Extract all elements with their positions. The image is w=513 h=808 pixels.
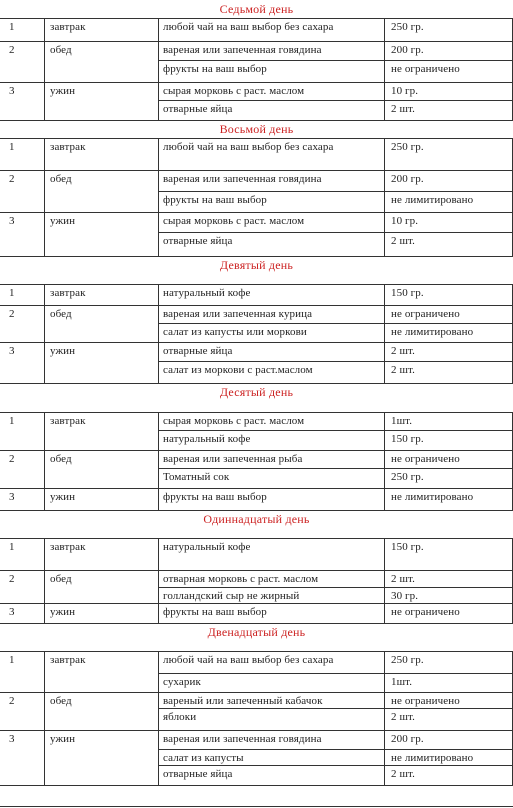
- meal-name: завтрак: [50, 141, 86, 153]
- food-cell: фрукты на ваш выбор: [163, 194, 267, 206]
- food-cell: вареная или запеченная рыба: [163, 453, 303, 465]
- quantity-cell: 250 гр.: [391, 471, 424, 483]
- food-cell: яблоки: [163, 711, 197, 723]
- meal-number: 1: [9, 287, 15, 299]
- quantity-cell: 2 шт.: [391, 345, 415, 357]
- meal-name: ужин: [50, 345, 76, 357]
- column-border: [44, 651, 45, 785]
- meal-divider: [0, 82, 513, 83]
- meal-name: ужин: [50, 85, 76, 97]
- table-border: [0, 138, 513, 139]
- quantity-cell: не ограничено: [391, 63, 460, 75]
- food-cell: любой чай на ваш выбор без сахара: [163, 141, 334, 153]
- meal-divider: [0, 170, 513, 171]
- meal-divider: [0, 488, 513, 489]
- quantity-cell: 10 гр.: [391, 215, 419, 227]
- row-divider: [158, 468, 512, 469]
- meal-divider: [0, 785, 513, 786]
- column-border: [44, 538, 45, 623]
- meal-name: обед: [50, 173, 72, 185]
- column-border: [384, 284, 385, 383]
- column-border: [384, 138, 385, 256]
- quantity-cell: не ограничено: [391, 453, 460, 465]
- meal-number: 1: [9, 21, 15, 33]
- meal-divider: [0, 41, 513, 42]
- row-divider: [158, 765, 512, 766]
- row-divider: [158, 361, 512, 362]
- meal-number: 1: [9, 654, 15, 666]
- table-border: [0, 412, 513, 413]
- meal-divider: [0, 256, 513, 257]
- meal-number: 3: [9, 345, 15, 357]
- meal-name: завтрак: [50, 21, 86, 33]
- table-border: [0, 538, 513, 539]
- quantity-cell: не ограничено: [391, 308, 460, 320]
- quantity-cell: 2 шт.: [391, 768, 415, 780]
- quantity-cell: 200 гр.: [391, 173, 424, 185]
- meal-number: 3: [9, 85, 15, 97]
- meal-divider: [0, 383, 513, 384]
- food-cell: отварные яйца: [163, 345, 233, 357]
- quantity-cell: 10 гр.: [391, 85, 419, 97]
- meal-name: обед: [50, 44, 72, 56]
- meal-name: обед: [50, 573, 72, 585]
- food-cell: фрукты на ваш выбор: [163, 491, 267, 503]
- quantity-cell: не ограничено: [391, 606, 460, 618]
- row-divider: [158, 323, 512, 324]
- meal-number: 3: [9, 491, 15, 503]
- meal-name: завтрак: [50, 415, 86, 427]
- meal-name: обед: [50, 695, 72, 707]
- row-divider: [158, 60, 512, 61]
- column-border: [44, 284, 45, 383]
- row-divider: [158, 587, 512, 588]
- column-border: [384, 538, 385, 623]
- food-cell: фрукты на ваш выбор: [163, 606, 267, 618]
- meal-name: ужин: [50, 606, 76, 618]
- day-title: Десятый день: [219, 385, 294, 399]
- row-divider: [158, 191, 512, 192]
- meal-number: 2: [9, 453, 15, 465]
- meal-name: обед: [50, 453, 72, 465]
- quantity-cell: 150 гр.: [391, 433, 424, 445]
- quantity-cell: 250 гр.: [391, 141, 424, 153]
- table-border: [0, 651, 513, 652]
- meal-number: 1: [9, 415, 15, 427]
- meal-name: завтрак: [50, 654, 86, 666]
- column-border: [44, 18, 45, 120]
- food-cell: вареный или запеченный кабачок: [163, 695, 323, 707]
- day-title: Двенадцатый день: [207, 625, 306, 639]
- food-cell: натуральный кофе: [163, 433, 251, 445]
- meal-divider: [0, 450, 513, 451]
- meal-divider: [0, 570, 513, 571]
- food-cell: отварные яйца: [163, 235, 233, 247]
- food-cell: сырая морковь с раст. маслом: [163, 415, 305, 427]
- food-cell: фрукты на ваш выбор: [163, 63, 267, 75]
- food-cell: сырая морковь с раст. маслом: [163, 85, 305, 97]
- column-border: [158, 538, 159, 623]
- meal-divider: [0, 510, 513, 511]
- meal-number: 1: [9, 541, 15, 553]
- quantity-cell: 30 гр.: [391, 590, 419, 602]
- column-border: [158, 412, 159, 510]
- day-title: Восьмой день: [219, 122, 294, 136]
- food-cell: отварные яйца: [163, 103, 233, 115]
- day-title: Одиннадцатый день: [203, 512, 310, 526]
- meal-number: 1: [9, 141, 15, 153]
- quantity-cell: 200 гр.: [391, 44, 424, 56]
- table-border: [0, 18, 513, 19]
- quantity-cell: 200 гр.: [391, 733, 424, 745]
- food-cell: салат из моркови с раст.маслом: [163, 364, 313, 376]
- food-cell: сухарик: [163, 676, 201, 688]
- meal-number: 2: [9, 308, 15, 320]
- food-cell: салат из капусты или моркови: [163, 326, 307, 338]
- row-divider: [158, 749, 512, 750]
- food-cell: любой чай на ваш выбор без сахара: [163, 654, 334, 666]
- food-cell: Томатный сок: [163, 471, 230, 483]
- column-border: [158, 651, 159, 785]
- row-divider: [158, 673, 512, 674]
- meal-name: ужин: [50, 215, 76, 227]
- column-border: [384, 412, 385, 510]
- meal-divider: [0, 730, 513, 731]
- meal-number: 2: [9, 573, 15, 585]
- food-cell: вареная или запеченная курица: [163, 308, 313, 320]
- column-border: [44, 138, 45, 256]
- food-cell: салат из капусты: [163, 752, 244, 764]
- row-divider: [158, 232, 512, 233]
- meal-number: 3: [9, 606, 15, 618]
- meal-name: завтрак: [50, 541, 86, 553]
- meal-name: завтрак: [50, 287, 86, 299]
- meal-number: 2: [9, 173, 15, 185]
- table-border: [0, 806, 513, 807]
- quantity-cell: не ограничено: [391, 695, 460, 707]
- food-cell: сырая морковь с раст. маслом: [163, 215, 305, 227]
- food-cell: вареная или запеченная говядина: [163, 733, 322, 745]
- quantity-cell: 250 гр.: [391, 21, 424, 33]
- quantity-cell: 1шт.: [391, 415, 413, 427]
- meal-divider: [0, 305, 513, 306]
- table-border: [0, 284, 513, 285]
- meal-divider: [0, 342, 513, 343]
- meal-number: 2: [9, 44, 15, 56]
- row-divider: [158, 430, 512, 431]
- quantity-cell: 250 гр.: [391, 654, 424, 666]
- day-title: Девятый день: [219, 258, 294, 272]
- quantity-cell: 2 шт.: [391, 103, 415, 115]
- meal-divider: [0, 623, 513, 624]
- meal-number: 2: [9, 695, 15, 707]
- meal-divider: [0, 120, 513, 121]
- meal-divider: [0, 603, 513, 604]
- food-cell: вареная или запеченная говядина: [163, 173, 322, 185]
- food-cell: вареная или запеченная говядина: [163, 44, 322, 56]
- quantity-cell: 150 гр.: [391, 541, 424, 553]
- meal-name: ужин: [50, 491, 76, 503]
- meal-divider: [0, 692, 513, 693]
- quantity-cell: 150 гр.: [391, 287, 424, 299]
- column-border: [158, 18, 159, 120]
- quantity-cell: не лимитировано: [391, 491, 474, 503]
- quantity-cell: не лимитировано: [391, 194, 474, 206]
- column-border: [158, 138, 159, 256]
- food-cell: любой чай на ваш выбор без сахара: [163, 21, 334, 33]
- quantity-cell: 1шт.: [391, 676, 413, 688]
- quantity-cell: 2 шт.: [391, 364, 415, 376]
- day-title: Седьмой день: [219, 2, 294, 16]
- meal-number: 3: [9, 215, 15, 227]
- column-border: [158, 284, 159, 383]
- column-border: [384, 18, 385, 120]
- row-divider: [158, 100, 512, 101]
- meal-name: обед: [50, 308, 72, 320]
- column-border: [384, 651, 385, 785]
- food-cell: натуральный кофе: [163, 541, 251, 553]
- column-border: [44, 412, 45, 510]
- quantity-cell: 2 шт.: [391, 235, 415, 247]
- food-cell: отварные яйца: [163, 768, 233, 780]
- quantity-cell: не лимитировано: [391, 752, 474, 764]
- row-divider: [158, 708, 512, 709]
- meal-name: ужин: [50, 733, 76, 745]
- meal-divider: [0, 212, 513, 213]
- meal-number: 3: [9, 733, 15, 745]
- quantity-cell: 2 шт.: [391, 573, 415, 585]
- food-cell: голландский сыр не жирный: [163, 590, 300, 602]
- quantity-cell: 2 шт.: [391, 711, 415, 723]
- food-cell: натуральный кофе: [163, 287, 251, 299]
- quantity-cell: не лимитировано: [391, 326, 474, 338]
- food-cell: отварная морковь с раст. маслом: [163, 573, 319, 585]
